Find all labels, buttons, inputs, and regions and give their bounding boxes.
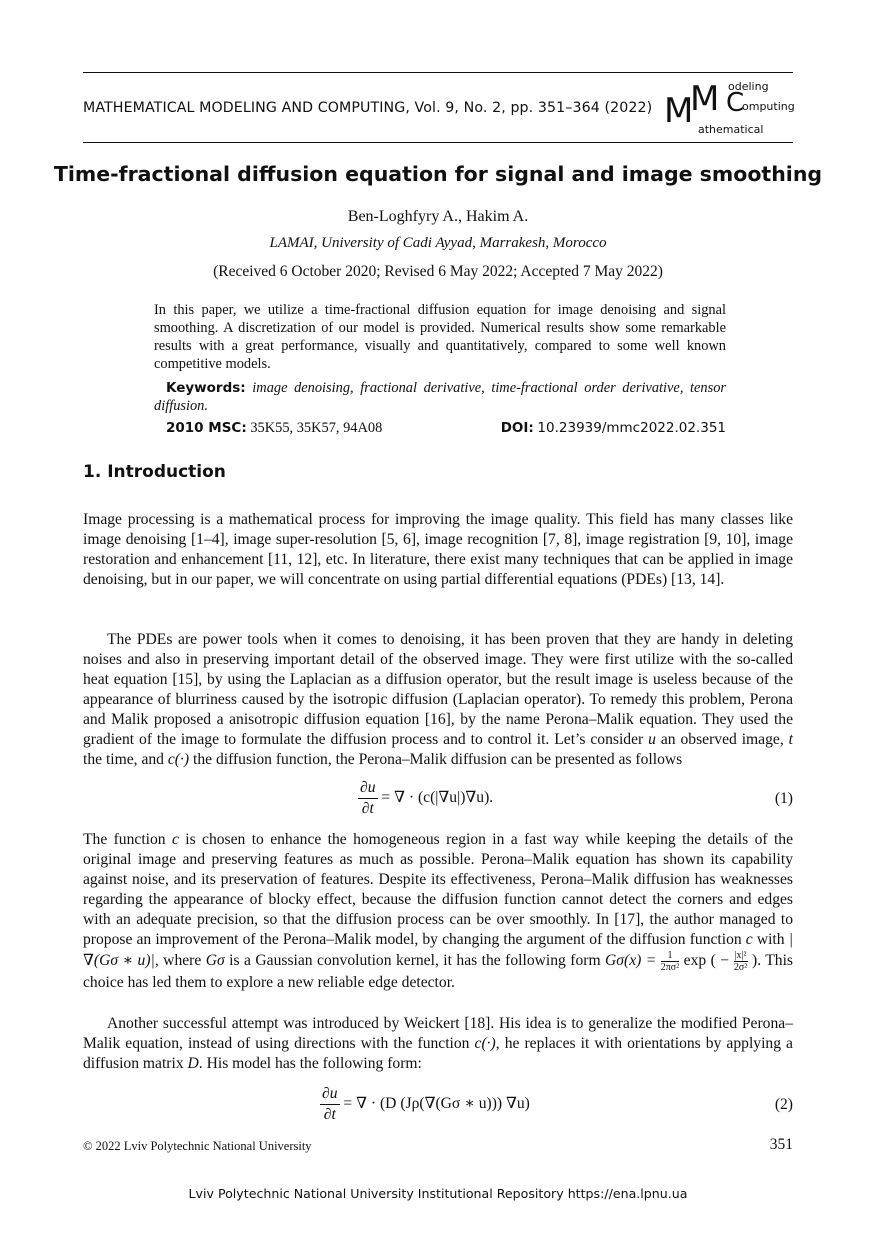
- fraction-denominator: ∂t: [323, 1106, 336, 1123]
- text-run: is a Gaussian convolution kernel, it has the following form: [224, 952, 606, 970]
- affiliation: LAMAI, University of Cadi Ayyad, Marrakesh, Morocco: [269, 235, 607, 251]
- fraction-numerator: 1: [661, 950, 679, 962]
- paragraph: [83, 1014, 793, 1074]
- math-symbol: t: [788, 731, 793, 748]
- logo-letter: C: [726, 88, 745, 118]
- abstract: In this paper, we utilize a time-fractional diffusion equation for image denoising and signal smoothing. A discretization of our model is provided. Numerical results show some remarkable results with a great performance, visually and quantitatively, compared to some well known competitive models.: [154, 302, 726, 372]
- submission-dates: (Received 6 October 2020; Revised 6 May 2022; Accepted 7 May 2022): [213, 263, 663, 280]
- msc-label: 2010 MSC:: [166, 420, 247, 436]
- paragraph: [83, 630, 793, 770]
- keywords-text: image denoising, fractional derivative, time-fractional order derivative, tensor diffusion.: [154, 380, 726, 414]
- text-run: Another successful attempt was introduced by Weickert [18]. His idea is to generalize the modified Perona–Malik equation, instead of using directions with the function: [83, 1015, 793, 1052]
- msc-codes: 35K55, 35K57, 94A08: [250, 420, 383, 436]
- math-symbol: c: [171, 831, 179, 848]
- paragraph: Image processing is a mathematical process for improving the image quality. This field has many classes like image denoising [1–4], image super-resolution [5, 6], image recognition [7, 8], image registration [9, 10], image restoration and enhancement [11, 12], etc. In literature, there exist many techniques that can be applied in image denoising, but in our paper, we will concentrate on using partial differential equations (PDEs) [13, 14].: [83, 511, 793, 588]
- text-run: , where: [154, 952, 206, 970]
- text-run: an observed image,: [655, 731, 789, 748]
- text-run: the time, and: [83, 751, 168, 768]
- formula-end: ): [747, 952, 758, 970]
- journal-citation: MATHEMATICAL MODELING AND COMPUTING, Vol. 9, No. 2, pp. 351–364 (2022): [83, 100, 653, 116]
- text-run: . This choice has led them to explore a new reliable edge detector.: [83, 952, 794, 991]
- fraction-denominator: 2πσ²: [660, 962, 680, 973]
- inline-fraction: [734, 950, 748, 973]
- text-run: with: [752, 931, 789, 948]
- keywords-label: Keywords:: [166, 380, 246, 396]
- authors: Ben-Loghfyry A., Hakim A.: [347, 208, 529, 225]
- math-symbol: D: [187, 1055, 199, 1072]
- fraction-numerator: ∂u: [358, 778, 378, 799]
- math-symbol: c: [745, 931, 753, 948]
- text-run: the diffusion function, the Perona–Malik diffusion can be presented as follows: [189, 751, 683, 768]
- fraction-denominator: 2σ²: [733, 962, 748, 973]
- top-rule: [83, 72, 793, 73]
- equation-1: [358, 778, 493, 819]
- equation-number: (1): [774, 790, 793, 807]
- journal-logo: [664, 80, 794, 138]
- text-run: . His model has the following form:: [198, 1055, 422, 1072]
- page-number: 351: [769, 1136, 793, 1153]
- text-run: is chosen to enhance the homogeneous region in a fast way while keeping the details of the original image and preserving features as much as possible. Perona–Malik equation has shown its capability against noise, and its preservation of features. Despite its effectiveness, Perona–Malik diffusion has weaknesses regarding the appearance of blocky effect, because the diffusion function cannot detect the corners and edges with an adequate precision, so that the diffusion process can be over smoothly. In [17], the author managed to propose an improvement of the Perona–Malik model, by changing the argument of the diffusion function: [83, 831, 793, 948]
- inline-fraction: [661, 950, 679, 973]
- doi: [501, 420, 726, 437]
- equation-rhs: = ∇ · (D (Jρ(∇(Gσ ∗ u))) ∇u): [339, 1095, 530, 1113]
- equation-fraction: [358, 778, 378, 819]
- doi-link[interactable]: 10.23939/mmc2022.02.351: [537, 420, 726, 436]
- msc-classification: [166, 420, 382, 437]
- formula-middle: exp ( −: [679, 952, 734, 970]
- gaussian-formula: [605, 950, 758, 973]
- section-heading: 1. Introduction: [83, 462, 226, 482]
- logo-word: odeling: [728, 80, 769, 93]
- fraction-denominator: ∂t: [361, 800, 374, 817]
- text-run: The function: [83, 831, 172, 848]
- keywords: [154, 379, 726, 415]
- math-symbol: u: [648, 731, 656, 748]
- logo-word: athematical: [698, 123, 764, 136]
- math-symbol: c(·): [474, 1035, 496, 1052]
- equation-2: [320, 1084, 530, 1125]
- text-run: The PDEs are power tools when it comes to denoising, it has been proven that they are handy in deleting noises and also in preserving important detail of the observed image. They were first utilize with the so-called heat equation [15], by using the Laplacian as a diffusion operator, but the result image is useless because of the appearance of blurriness caused by the isotropic diffusion (Laplacian operator). To remedy this problem, Perona and Malik proposed a anisotropic diffusion equation [16], by the name Perona–Malik equation. They used the gradient of the image to formulate the diffusion process and to control it. Let’s consider: [83, 631, 793, 748]
- copyright: © 2022 Lviv Polytechnic National University: [83, 1139, 312, 1153]
- math-symbol: Gσ: [205, 952, 225, 970]
- equation-rhs: = ∇ · (c(|∇u|)∇u).: [377, 789, 494, 807]
- equation-fraction: [320, 1084, 340, 1125]
- equation-number: (2): [774, 1096, 793, 1113]
- math-symbol: |∇(Gσ ∗ u)|: [83, 931, 793, 970]
- fraction-numerator: |x|²: [734, 950, 747, 961]
- paper-title: Time-fractional diffusion equation for signal and image smoothing: [53, 162, 823, 186]
- formula-lhs: Gσ(x) =: [605, 952, 661, 970]
- logo-letter: M: [690, 79, 720, 119]
- text-run: , he replaces it with orientations by applying a diffusion matrix: [83, 1035, 793, 1072]
- repository-footer: Lviv Polytechnic National University Institutional Repository https://ena.lpnu.ua: [188, 1186, 688, 1201]
- fraction-numerator: ∂u: [320, 1084, 340, 1105]
- logo-word: omputing: [742, 100, 795, 113]
- math-symbol: c(·): [167, 751, 190, 768]
- paragraph: [83, 830, 793, 993]
- doi-label: DOI:: [500, 420, 534, 436]
- logo-letter: M: [664, 91, 694, 131]
- header-rule: [83, 142, 793, 143]
